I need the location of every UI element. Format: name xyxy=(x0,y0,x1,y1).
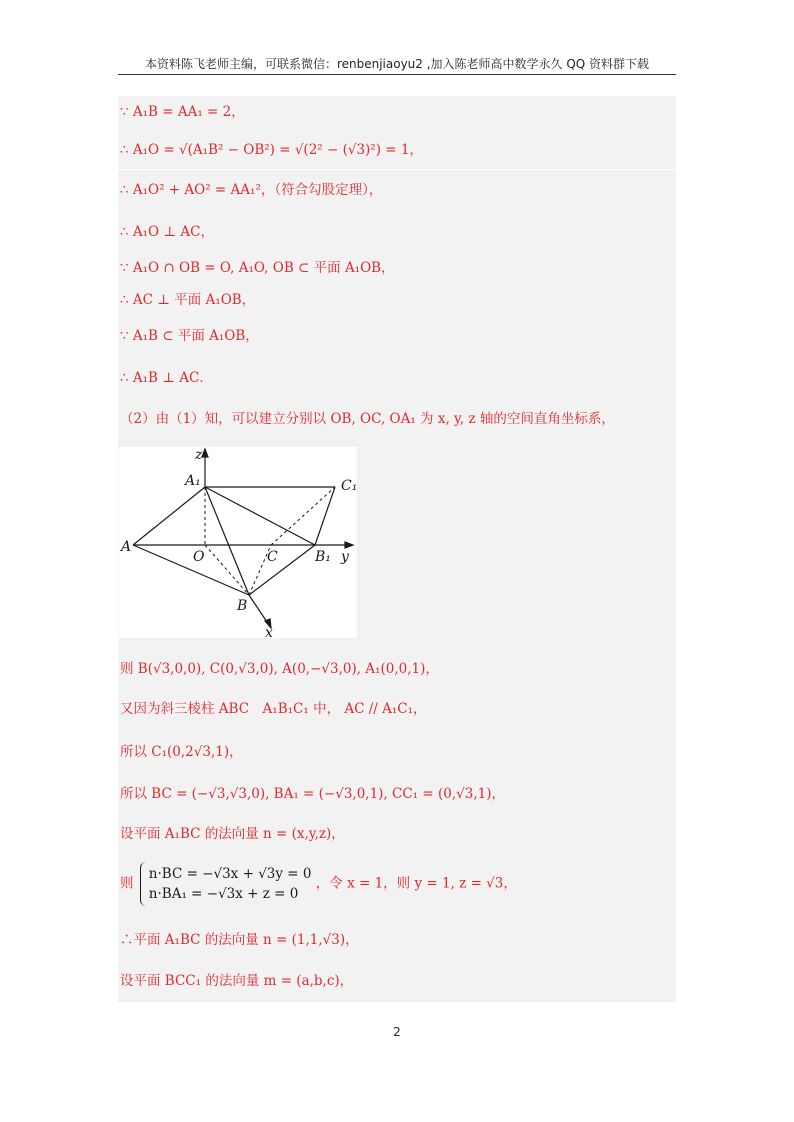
equation-system xyxy=(140,862,312,906)
line-15-prefix: 则 xyxy=(120,875,134,892)
equation-row-1: n·BC = −√3x + √3y = 0 xyxy=(148,866,312,882)
label-x: x xyxy=(265,625,273,638)
label-b: B xyxy=(237,598,248,614)
line-17: 设平面 BCC₁ 的法向量 m = (a,b,c)， xyxy=(120,973,354,989)
label-a1: A₁ xyxy=(185,473,201,489)
line-3-formula: ∴ A₁O² + AO² = AA₁²， xyxy=(120,182,275,198)
line-1: ∵ A₁B = AA₁ = 2， xyxy=(120,104,245,120)
line-5: ∵ A₁O ∩ OB = O, A₁O, OB ⊂ 平面 A₁OB， xyxy=(120,260,395,276)
label-z: z xyxy=(195,447,203,463)
edge-o-b xyxy=(205,545,249,595)
line-15-suffix: ，令 x = 1，则 y = 1, z = √3， xyxy=(315,875,517,892)
edge-a1-a xyxy=(133,487,205,545)
line-14: 设平面 A₁BC 的法向量 n = (x,y,z)， xyxy=(120,826,345,842)
edge-a1-b1 xyxy=(205,487,315,545)
edge-b-b1 xyxy=(249,545,315,595)
label-a: A xyxy=(121,539,132,555)
line-15 xyxy=(120,862,517,906)
line-16: ∴平面 A₁BC 的法向量 n = (1,1,√3)， xyxy=(120,932,359,948)
line-12: 所以 C₁(0,2√3,1)， xyxy=(120,744,243,760)
line-13: 所以 BC = (−√3,√3,0), BA₁ = (−√3,0,1), CC₁ = (0,√3,1)， xyxy=(120,786,505,802)
label-c1: C₁ xyxy=(341,478,357,494)
label-y: y xyxy=(341,549,349,565)
page-number: 2 xyxy=(393,1025,401,1039)
label-o: O xyxy=(193,549,205,565)
line-4: ∴ A₁O ⊥ AC， xyxy=(120,224,214,240)
equation-row-2: n·BA₁ = −√3x + z = 0 xyxy=(148,886,299,902)
line-10: 则 B(√3,0,0), C(0,√3,0), A(0,−√3,0), A₁(0,0,1)， xyxy=(120,661,439,677)
line-11: 又因为斜三棱柱 ABC A₁B₁C₁ 中， AC // A₁C₁， xyxy=(120,701,427,717)
page-header: 本资料陈飞老师主编，可联系微信：renbenjiaoyu2 ,加入陈老师高中数学永久 QQ 资料群下载 xyxy=(144,57,650,71)
coordinate-figure xyxy=(119,447,357,638)
y-arrow xyxy=(345,542,353,548)
line-2: ∴ A₁O = √(A₁B² − OB²) = √(2² − (√3)²) = 1， xyxy=(120,142,423,158)
line-9: （2）由（1）知，可以建立分别以 OB, OC, OA₁ 为 x, y, z 轴的空间直角坐标系， xyxy=(120,411,615,427)
line-3-note: （符合勾股定理）， xyxy=(274,182,383,198)
line-6: ∴ AC ⊥ 平面 A₁OB， xyxy=(120,292,256,308)
line-7: ∵ A₁B ⊂ 平面 A₁OB， xyxy=(120,328,259,344)
label-b1: B₁ xyxy=(315,549,331,565)
line-8: ∴ A₁B ⊥ AC． xyxy=(120,370,213,386)
prism-diagram xyxy=(119,447,357,638)
label-c: C xyxy=(267,549,278,565)
line-3 xyxy=(120,181,382,199)
header-rule xyxy=(118,74,676,75)
z-arrow xyxy=(202,449,208,457)
